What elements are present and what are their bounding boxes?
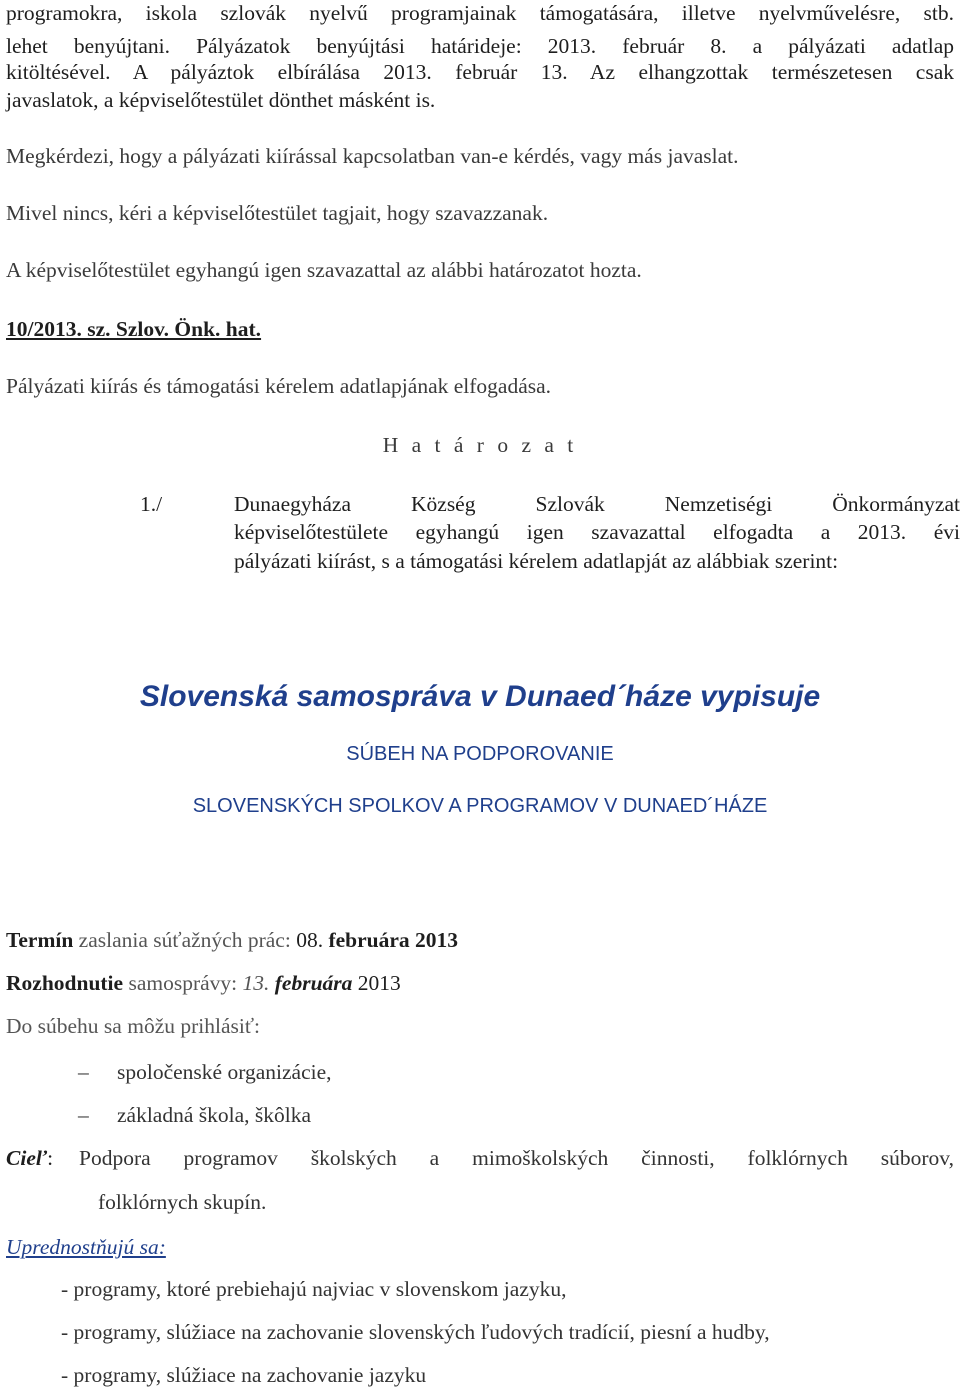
submission-label: Termín xyxy=(6,928,74,952)
submission-text: zaslania súťažných prác: xyxy=(78,928,291,952)
decision-date-month: februára xyxy=(274,971,353,995)
eligibility-item xyxy=(0,1062,960,1088)
decision-label: Rozhodnutie xyxy=(6,971,124,995)
intro-line-3: kitöltésével. A pályáztok elbírálása 2013. február 13. Az elhangzottak természetesen csak xyxy=(6,60,954,84)
intro-line-1: programokra, iskola szlovák nyelvű programjainak támogatására, illetve nyelvművelésre, stb. xyxy=(6,1,954,25)
preference-item: - programy, ktoré prebiehajú najviac v slovenskom jazyku, xyxy=(61,1277,567,1301)
submission-date-num: 08. xyxy=(296,928,324,952)
resolution-item-number: 1./ xyxy=(140,492,163,516)
resolution-item-line-3: pályázati kiírást, s a támogatási kérelem adatlapját az alábbiak szerint: xyxy=(234,549,839,573)
resolution-item-row-3 xyxy=(6,551,954,581)
resolution-subject: Pályázati kiírás és támogatási kérelem adatlapjának elfogadása. xyxy=(6,374,552,398)
decision-text: samosprávy: xyxy=(128,971,238,995)
eligibility-item-label: spoločenské organizácie, xyxy=(117,1060,332,1084)
question-text: Megkérdezi, hogy a pályázati kiírással kapcsolatban van-e kérdés, vagy más javaslat. xyxy=(6,144,739,168)
dash-bullet: – xyxy=(78,1060,89,1084)
vote-call-text: Mivel nincs, kéri a képviselőtestület tagjait, hogy szavazzanak. xyxy=(6,201,549,225)
submission-date-rest: februára 2013 xyxy=(328,928,459,952)
resolution-heading: H a t á r o z a t xyxy=(382,433,578,457)
goal-row: Cieľ: Podpora programov školských a mimoškolských činnosti, folklórnych súborov, xyxy=(6,1146,954,1170)
resolution-item-row-2 xyxy=(6,520,960,552)
decision-date-year: 2013 xyxy=(357,971,401,995)
goal-line-1: Podpora programov školských a mimoškolských činnosti, folklórnych súborov, xyxy=(79,1146,954,1170)
decision-date-num: 13. xyxy=(242,971,270,995)
slovak-notice-title: Slovenská samospráva v Dunaed´háze vypisuje xyxy=(139,680,821,713)
goal-label: Cieľ xyxy=(6,1146,48,1170)
eligibility-item xyxy=(0,1105,960,1131)
preference-item: - programy, slúžiace na zachovanie slovenských ľudových tradícií, piesní a hudby, xyxy=(61,1320,770,1344)
decision-deadline xyxy=(6,973,401,995)
dash-bullet: – xyxy=(78,1103,89,1127)
submission-deadline xyxy=(6,930,458,952)
resolution-number: 10/2013. sz. Szlov. Önk. hat. xyxy=(6,317,262,341)
slovak-notice-subtitle-1: SÚBEH NA PODPOROVANIE xyxy=(346,743,614,765)
goal-line-2: folklórnych skupín. xyxy=(98,1190,267,1214)
eligibility-item-label: základná škola, škôlka xyxy=(117,1103,312,1127)
resolution-item-line-2: képviselőtestülete egyhangú igen szavazattal elfogadta a 2013. évi xyxy=(234,520,960,544)
intro-line-2: lehet benyújtani. Pályázatok benyújtási határideje: 2013. február 8. a pályázati adatlap xyxy=(6,34,954,58)
preference-item: - programy, slúžiace na zachovanie jazyku xyxy=(61,1363,427,1387)
eligibility-intro: Do súbehu sa môžu prihlásiť: xyxy=(6,1014,261,1038)
vote-result-text: A képviselőtestület egyhangú igen szavazattal az alábbi határozatot hozta. xyxy=(6,258,642,282)
preferences-label: Uprednostňujú sa: xyxy=(6,1235,166,1259)
intro-line-4: javaslatok, a képviselőtestület dönthet másként is. xyxy=(6,88,436,112)
slovak-notice-subtitle-2: SLOVENSKÝCH SPOLKOV A PROGRAMOV V DUNAED´HÁZE xyxy=(192,795,768,817)
resolution-item-line-1: Dunaegyháza Község Szlovák Nemzetiségi Önkormányzat xyxy=(234,492,960,516)
